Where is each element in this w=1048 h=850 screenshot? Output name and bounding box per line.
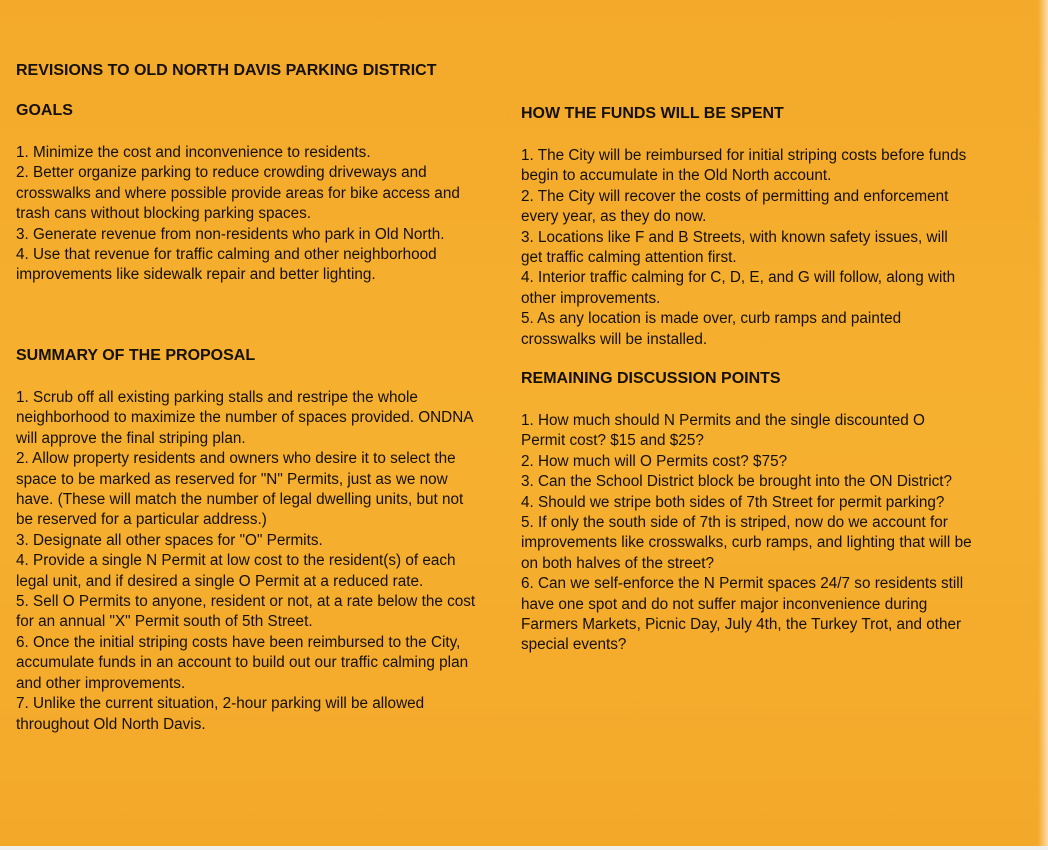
- funds-item: 2. The City will recover the costs of permitting and enforcement every year, as they do now.: [521, 187, 949, 226]
- goals-item: 1. Minimize the cost and inconvenience to residents.: [16, 144, 371, 161]
- funds-item: 3. Locations like F and B Streets, with known safety issues, will get traffic calming attention first.: [521, 228, 948, 267]
- goals-item: 3. Generate revenue from non-residents who park in Old North.: [16, 225, 445, 243]
- funds-item: 5. As any location is made over, curb ramps and painted crosswalks will be installed.: [521, 310, 902, 348]
- document-title: REVISIONS TO OLD NORTH DAVIS PARKING DISTRICT: [16, 62, 437, 79]
- discussion-item: 6. Can we self-enforce the N Permit spaces 24/7 so residents still have one spot and do not suffer major inconvenience during Farmers Markets, Picnic Day, July 4th, the Turkey Trot, and other special events?: [521, 575, 964, 654]
- right-column: [521, 0, 1048, 850]
- summary-item: 7. Unlike the current situation, 2-hour parking will be allowed throughout Old North Davis.: [16, 695, 425, 733]
- page-edge: [1038, 0, 1048, 850]
- funds-item: 4. Interior traffic calming for C, D, E, and G will follow, along with other improvements.: [521, 269, 956, 307]
- discussion-item: 1. How much should N Permits and the single discounted O Permit cost? $15 and $25?: [521, 412, 925, 450]
- discussion-item: 2. How much will O Permits cost? $75?: [521, 452, 788, 470]
- summary-item: 2. Allow property residents and owners who desire it to select the space to be marked as reserved for "N" Permits, just as we now have. (These will match the number of legal dwelling units, but not be reserved for a particular address.): [16, 450, 464, 529]
- funds-heading: HOW THE FUNDS WILL BE SPENT: [521, 105, 784, 122]
- funds-list: [521, 146, 973, 350]
- discussion-item: 3. Can the School District block be brought into the ON District?: [521, 473, 953, 491]
- goals-item: 4. Use that revenue for traffic calming and other neighborhood improvements like sidewalk repair and better lighting.: [16, 246, 437, 284]
- summary-item: 5. Sell O Permits to anyone, resident or not, at a rate below the cost for an annual "X" Permit south of 5th Street.: [16, 593, 476, 631]
- discussion-item: 5. If only the south side of 7th is striped, now do we account for improvements like crosswalks, curb ramps, and lighting that will be on both halves of the street?: [521, 514, 972, 572]
- goals-item: 2. Better organize parking to reduce crowding driveways and crosswalks and where possible provide areas for bike access and trash cans without blocking parking spaces.: [16, 164, 460, 223]
- funds-item: 1. The City will be reimbursed for initial striping costs before funds begin to accumulate in the Old North account.: [521, 147, 967, 185]
- summary-item: 4. Provide a single N Permit at low cost to the resident(s) of each legal unit, and if desired a single O Permit at a reduced rate.: [16, 552, 456, 590]
- goals-heading: GOALS: [16, 102, 73, 119]
- discussion-item: 4. Should we stripe both sides of 7th Street for permit parking?: [521, 493, 945, 511]
- discussion-heading: REMAINING DISCUSSION POINTS: [521, 370, 781, 387]
- scan-bottom-edge: [0, 846, 1048, 850]
- summary-heading: SUMMARY OF THE PROPOSAL: [16, 347, 256, 364]
- summary-item: 1. Scrub off all existing parking stalls and restripe the whole neighborhood to maximize the number of spaces provided. ONDNA will approve the final striping plan.: [16, 389, 473, 447]
- summary-list: [16, 388, 478, 735]
- discussion-list: [521, 411, 973, 656]
- summary-item: 6. Once the initial striping costs have been reimbursed to the City, accumulate funds in an account to build out our traffic calming plan and other improvements.: [16, 633, 469, 692]
- goals-list: [16, 143, 478, 286]
- summary-item: 3. Designate all other spaces for "O" Permits.: [16, 531, 323, 549]
